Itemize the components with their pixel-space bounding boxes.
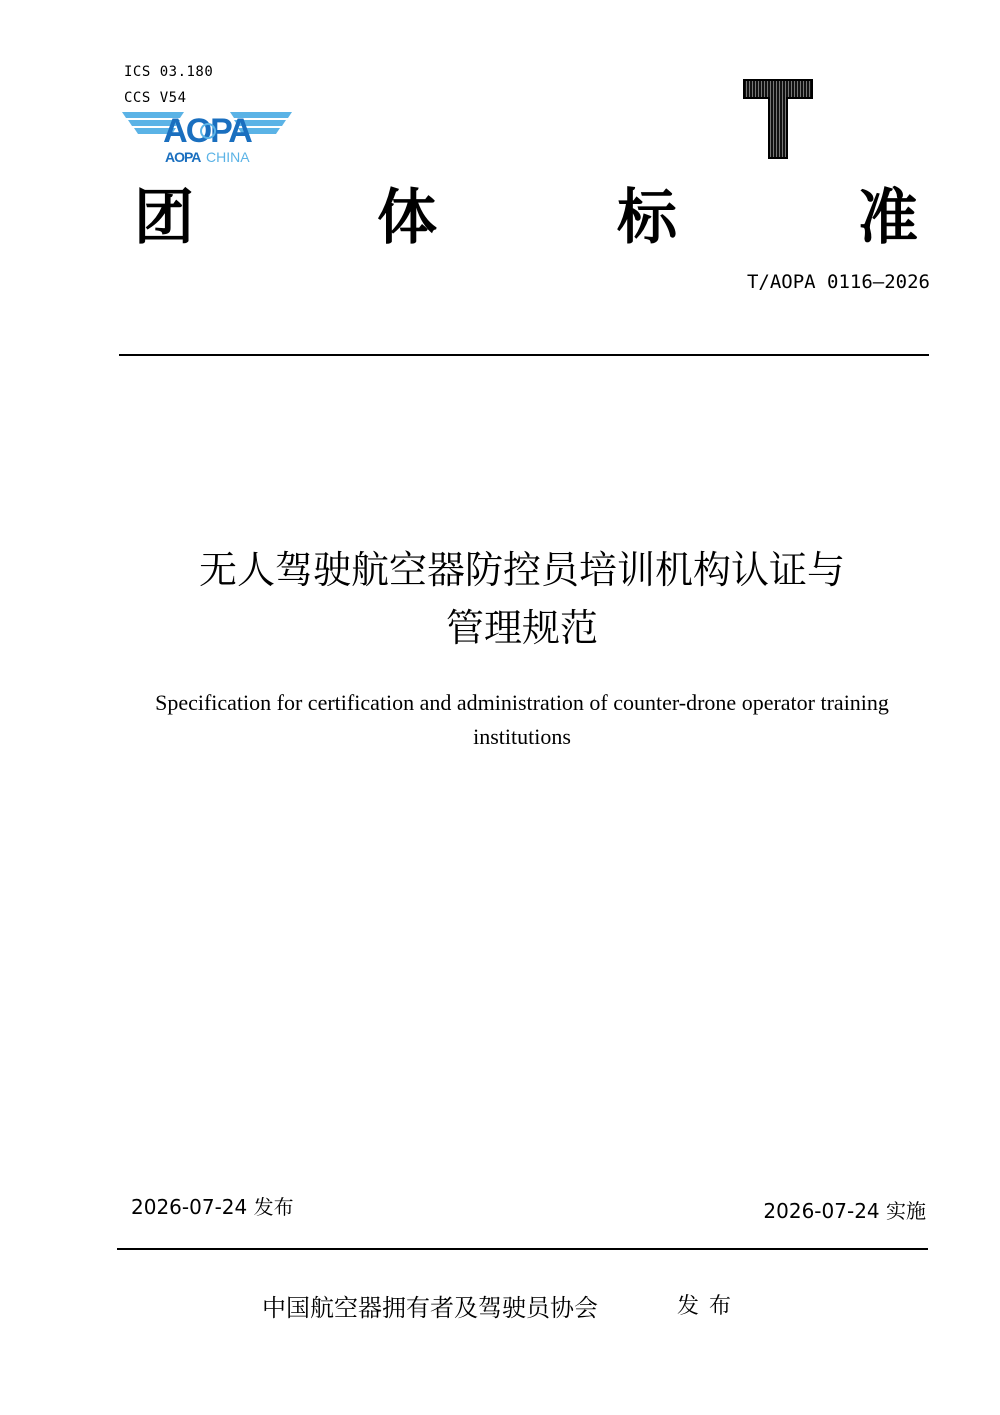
aopa-china-logo <box>122 108 292 166</box>
publisher-name: 中国航空器拥有者及驾驶员协会 <box>262 1294 598 1322</box>
group-standard-t-mark <box>740 76 816 162</box>
title-chinese-line-2: 管理规范 <box>445 606 598 650</box>
title-english-line-2: institutions <box>473 724 571 749</box>
standard-type-char-3: 标 <box>617 183 677 253</box>
title-english-line-1: Specification for certification and administration of counter-drone operator training <box>155 690 889 715</box>
standard-type-char-1: 团 <box>134 183 194 253</box>
standard-type-char-4: 准 <box>858 183 918 253</box>
bottom-divider <box>117 1248 928 1250</box>
title-chinese-line-1: 无人驾驶航空器防控员培训机构认证与 <box>198 548 845 592</box>
standard-number: T/AOPA 0116—2026 <box>746 271 930 293</box>
svg-text:AOPA: AOPA <box>165 149 201 165</box>
svg-text:AOPA: AOPA <box>163 112 251 150</box>
svg-text:CHINA: CHINA <box>206 149 250 165</box>
publish-date: 2026-07-24 发布 <box>131 1195 294 1219</box>
implement-date: 2026-07-24 实施 <box>763 1199 926 1223</box>
ics-code: ICS 03.180 <box>124 64 214 80</box>
top-divider <box>119 354 929 356</box>
ccs-code: CCS V54 <box>124 90 187 106</box>
standard-type-char-2: 体 <box>377 183 437 253</box>
publish-label: 发布 <box>677 1294 742 1319</box>
